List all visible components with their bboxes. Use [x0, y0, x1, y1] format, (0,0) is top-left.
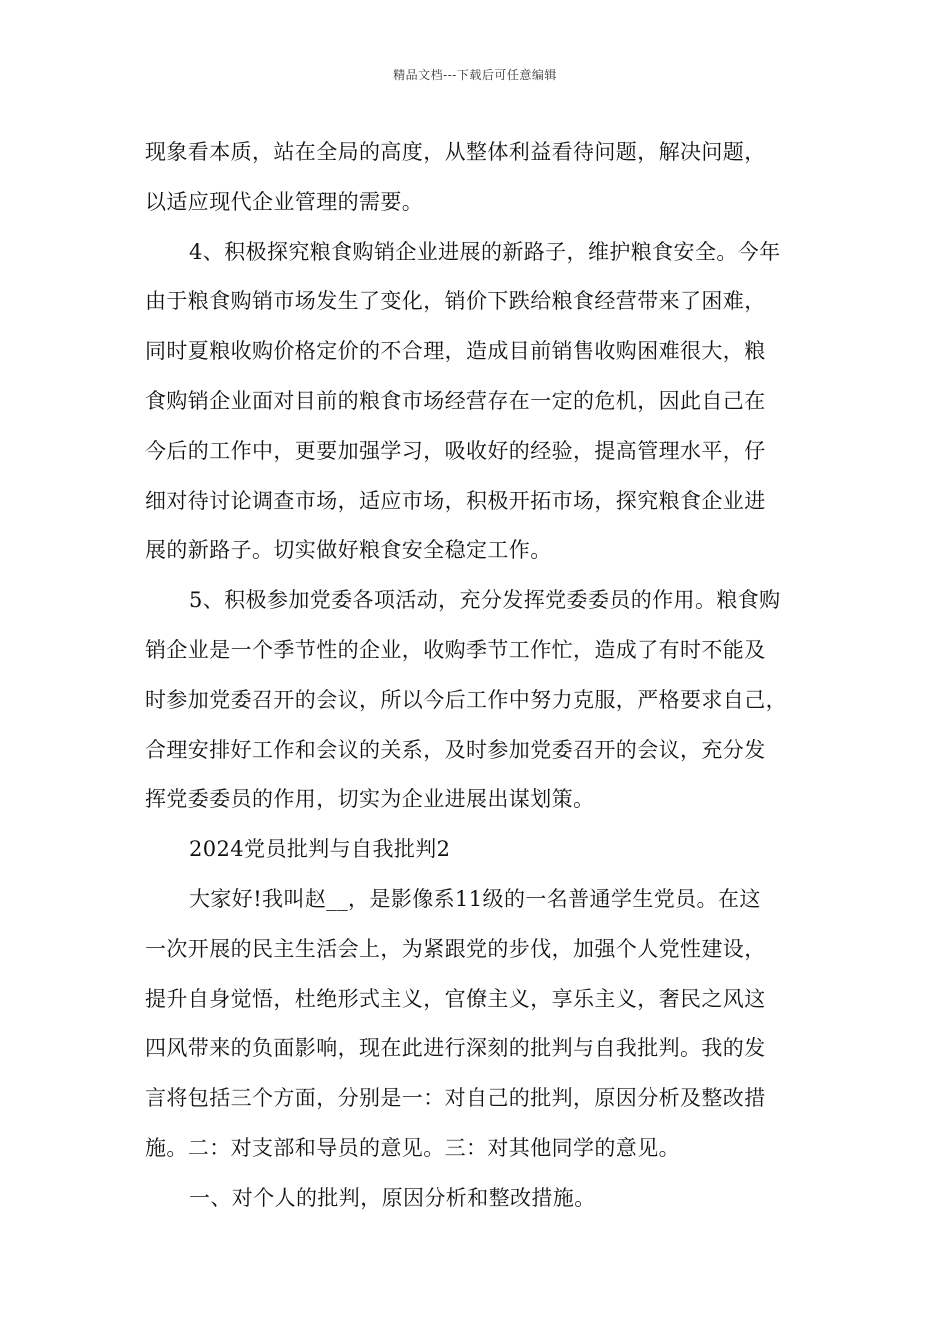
text-line: 言将包括三个方面，分别是一：对自己的批判，原因分析及整改措	[145, 1086, 766, 1111]
page-header: 精品文档---下载后可任意编辑	[393, 68, 557, 82]
text-line: 合理安排好工作和会议的关系，及时参加党委召开的会议，充分发	[145, 737, 766, 762]
text-line: 大家好!我叫赵__，是影像系11级的一名普通学生党员。在这	[189, 886, 761, 911]
subsection-heading: 一、对个人的批判，原因分析和整改措施。	[189, 1185, 596, 1210]
text-line: 以适应现代企业管理的需要。	[145, 189, 424, 214]
text-line: 销企业是一个季节性的企业，收购季节工作忙，造成了有时不能及	[145, 637, 766, 662]
text-line: 同时夏粮收购价格定价的不合理，造成目前销售收购困难很大，粮	[145, 339, 766, 364]
text-line: 现象看本质，站在全局的高度，从整体利益看待问题，解决问题，	[145, 140, 766, 164]
text-line: 食购销企业面对目前的粮食市场经营存在一定的危机，因此自己在	[145, 388, 766, 413]
text-line: 4、积极探究粮食购销企业进展的新路子，维护粮食安全。今年	[189, 239, 781, 264]
text-line: 提升自身觉悟，杜绝形式主义，官僚主义，享乐主义，奢民之风这	[145, 986, 766, 1011]
text-line: 时参加党委召开的会议，所以今后工作中努力克服，严格要求自己，	[145, 687, 787, 712]
text-line: 四风带来的负面影响，现在此进行深刻的批判与自我批判。我的发	[145, 1036, 766, 1061]
document-body	[145, 128, 821, 1224]
text-line: 展的新路子。切实做好粮食安全稳定工作。	[145, 538, 552, 563]
text-line: 由于粮食购销市场发生了变化，销价下跌给粮食经营带来了困难，	[145, 289, 766, 314]
section-heading: 2024党员批判与自我批判2	[189, 837, 451, 862]
text-line: 施。二：对支部和导员的意见。三：对其他同学的意见。	[145, 1135, 680, 1160]
text-line: 细对待讨论调查市场，适应市场，积极开拓市场，探究粮食企业进	[145, 488, 766, 513]
text-line: 一次开展的民主生活会上，为紧跟党的步伐，加强个人党性建设，	[145, 936, 766, 961]
text-line: 今后的工作中，更要加强学习，吸收好的经验，提高管理水平，仔	[145, 438, 766, 463]
text-line: 5、积极参加党委各项活动，充分发挥党委委员的作用。粮食购	[189, 588, 781, 613]
text-line: 挥党委委员的作用，切实为企业进展出谋划策。	[145, 787, 595, 812]
